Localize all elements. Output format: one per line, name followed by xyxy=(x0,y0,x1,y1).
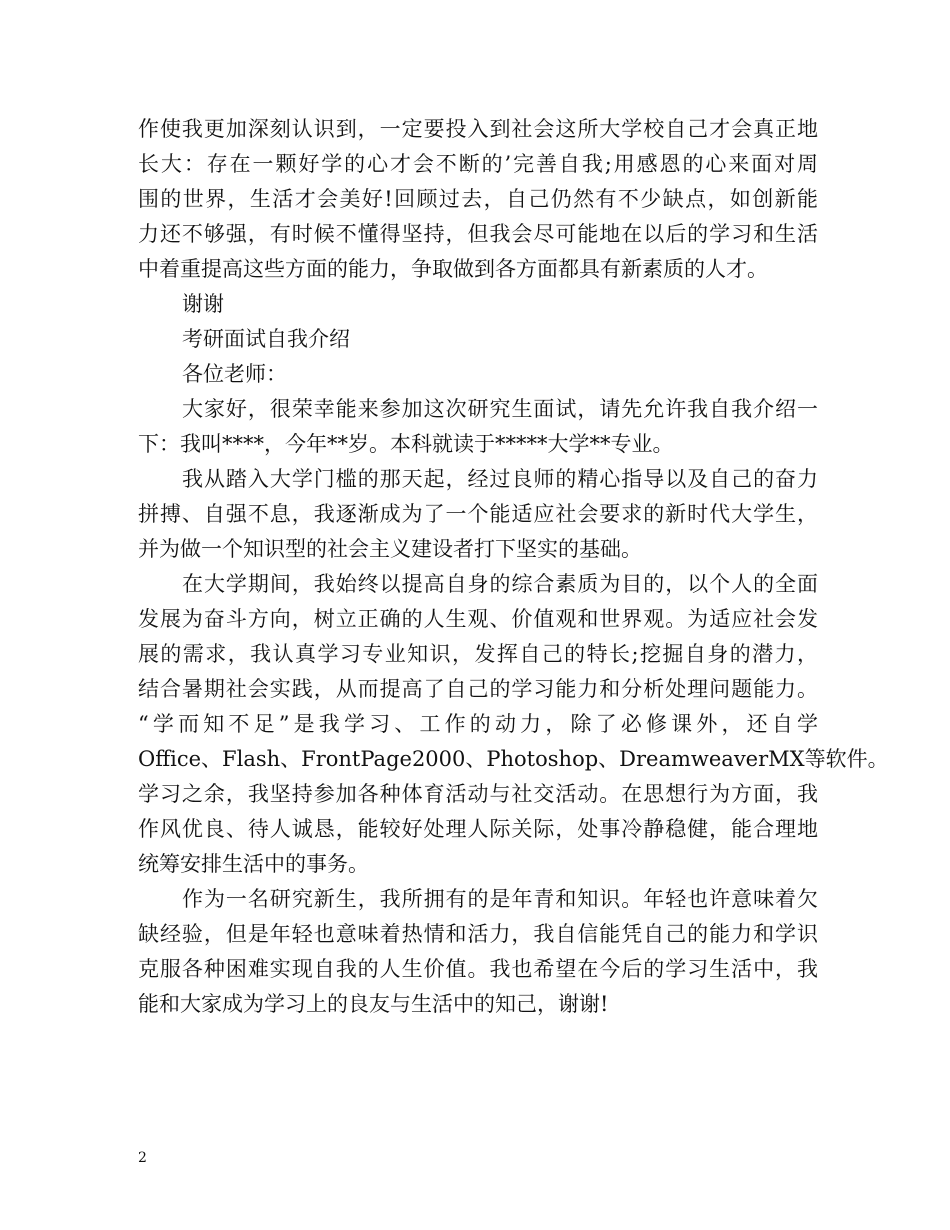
text-line: 大家好，很荣幸能来参加这次研究生面试，请先允许我自我介绍一 xyxy=(182,397,818,421)
text-line: Office、Flash、FrontPage2000、Photoshop、DreamweaverMX等软件。 xyxy=(138,747,889,771)
text-line: 拼搏、自强不息，我逐渐成为了一个能适应社会要求的新时代大学生， xyxy=(138,502,818,526)
text-line: 考研面试自我介绍 xyxy=(182,327,350,351)
page-number: 2 xyxy=(138,1150,147,1166)
document-body xyxy=(138,112,889,1022)
text-line: 下：我叫****，今年**岁。本科就读于*****大学**专业。 xyxy=(138,432,674,456)
text-line: 各位老师： xyxy=(182,362,287,386)
text-line: 作风优良、待人诚恳，能较好处理人际关际，处事冷静稳健，能合理地 xyxy=(138,817,818,841)
text-line: 作为一名研究新生，我所拥有的是年青和知识。年轻也许意味着欠 xyxy=(182,887,818,911)
text-line: 结合暑期社会实践，从而提高了自己的学习能力和分析处理问题能力。 xyxy=(138,677,818,701)
text-line: 中着重提高这些方面的能力，争取做到各方面都具有新素质的人才。 xyxy=(138,257,768,281)
text-line: 作使我更加深刻认识到，一定要投入到社会这所大学校自己才会真正地 xyxy=(138,117,818,141)
text-line: “学而知不足”是我学习、工作的动力，除了必修课外，还自学 xyxy=(138,712,818,736)
text-line: 展的需求，我认真学习专业知识，发挥自己的特长;挖掘自身的潜力， xyxy=(138,642,818,666)
text-line: 发展为奋斗方向，树立正确的人生观、价值观和世界观。为适应社会发 xyxy=(138,607,818,631)
text-line: 围的世界，生活才会美好!回顾过去，自己仍然有不少缺点，如创新能 xyxy=(138,187,818,211)
text-line: 长大：存在一颗好学的心才会不断的’完善自我;用感恩的心来面对周 xyxy=(138,152,818,176)
text-line: 并为做一个知识型的社会主义建设者打下坚实的基础。 xyxy=(138,537,642,561)
text-line: 缺经验，但是年轻也意味着热情和活力，我自信能凭自己的能力和学识 xyxy=(138,922,818,946)
text-line: 能和大家成为学习上的良友与生活中的知己，谢谢! xyxy=(138,992,609,1016)
text-line: 我从踏入大学门槛的那天起，经过良师的精心指导以及自己的奋力 xyxy=(182,467,818,491)
text-line: 克服各种困难实现自我的人生价值。我也希望在今后的学习生活中，我 xyxy=(138,957,818,981)
text-line: 学习之余，我坚持参加各种体育活动与社交活动。在思想行为方面，我 xyxy=(138,782,818,806)
text-line: 力还不够强，有时候不懂得坚持，但我会尽可能地在以后的学习和生活 xyxy=(138,222,818,246)
text-line: 谢谢 xyxy=(182,292,224,316)
text-line: 在大学期间，我始终以提高自身的综合素质为目的，以个人的全面 xyxy=(182,572,818,596)
text-line: 统筹安排生活中的事务。 xyxy=(138,852,369,876)
